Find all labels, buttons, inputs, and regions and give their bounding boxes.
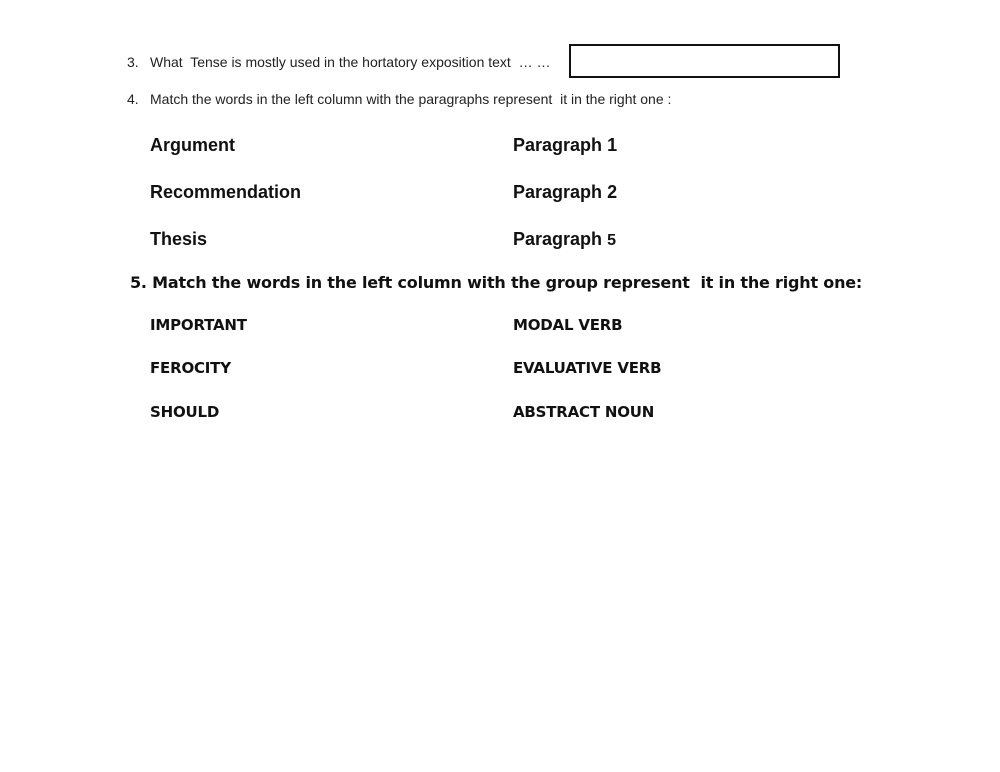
question-3-text: What Tense is mostly used in the hortatory exposition text … …: [150, 54, 551, 70]
q4-right-item-label: Paragraph: [513, 182, 603, 202]
q4-right-item-label: Paragraph: [513, 135, 603, 155]
question-4-number: 4.: [127, 91, 139, 107]
q4-right-item-number: 1: [607, 135, 618, 155]
question-5-heading: 5. Match the words in the left column with the group represent it in the right one:: [130, 273, 863, 292]
q5-right-item-evaluative-verb[interactable]: EVALUATIVE VERB: [513, 359, 662, 377]
q4-right-item-paragraph-2[interactable]: [513, 182, 617, 203]
q5-left-item-important[interactable]: IMPORTANT: [150, 316, 247, 334]
q4-right-item-paragraph-1[interactable]: [513, 135, 617, 156]
question-3-number: 3.: [127, 54, 139, 70]
q4-right-item-paragraph-5[interactable]: [513, 229, 616, 250]
q4-right-item-number: 5: [607, 232, 616, 249]
q4-left-item-thesis[interactable]: Thesis: [150, 229, 208, 249]
q5-left-item-ferocity[interactable]: FEROCITY: [150, 359, 231, 377]
q4-right-item-label: Paragraph: [513, 229, 603, 249]
q5-right-item-abstract-noun[interactable]: ABSTRACT NOUN: [513, 403, 655, 421]
q4-left-item-argument[interactable]: Argument: [150, 135, 235, 155]
q5-left-item-should[interactable]: SHOULD: [150, 403, 220, 421]
question-3-answer-input[interactable]: [569, 44, 840, 78]
q4-right-item-number: 2: [607, 182, 618, 202]
q4-left-item-recommendation[interactable]: Recommendation: [150, 182, 302, 202]
question-4-text: Match the words in the left column with the paragraphs represent it in the right one :: [150, 91, 672, 107]
q5-right-item-modal-verb[interactable]: MODAL VERB: [513, 316, 623, 334]
